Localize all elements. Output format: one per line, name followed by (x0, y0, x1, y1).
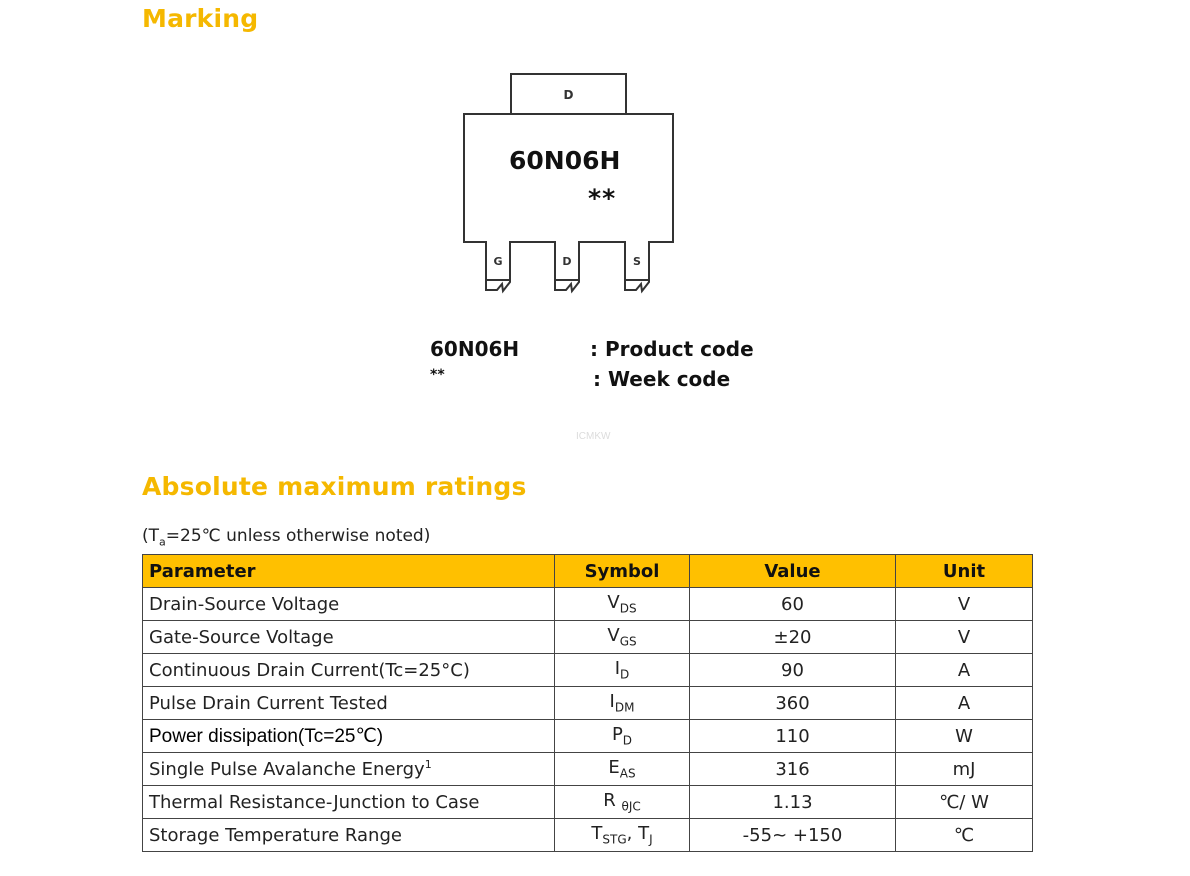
legend-product-code: 60N06H (430, 337, 520, 361)
row-parameter: Continuous Drain Current(Tc=25°C) (143, 654, 555, 687)
marking-title: Marking (142, 4, 259, 33)
table-row (143, 819, 1033, 852)
pin-gate (485, 241, 511, 281)
symbol-main: V (607, 592, 620, 614)
note-prefix: (T (142, 526, 160, 546)
parameter-text: Single Pulse Avalanche Energy (149, 759, 425, 780)
table-row (143, 753, 1033, 786)
row-parameter (143, 753, 555, 786)
pin-foot-source (622, 276, 652, 296)
header-value: Value (690, 555, 896, 588)
row-unit: mJ (896, 753, 1033, 786)
table-row (143, 654, 1033, 687)
row-unit: V (896, 588, 1033, 621)
pin-label-source: S (633, 255, 641, 268)
table-row (143, 786, 1033, 819)
tab-label: D (563, 88, 574, 102)
row-symbol (555, 654, 690, 687)
pin-label-drain: D (562, 255, 572, 268)
row-symbol (555, 687, 690, 720)
note-suffix: =25℃ unless otherwise noted) (165, 526, 431, 546)
symbol-main-2: , T (626, 823, 650, 845)
row-symbol (555, 621, 690, 654)
symbol-main: V (607, 625, 620, 647)
table-row (143, 621, 1033, 654)
header-unit: Unit (896, 555, 1033, 588)
header-symbol: Symbol (555, 555, 690, 588)
symbol-main: R (603, 790, 622, 812)
pin-drain (554, 241, 580, 281)
row-parameter: Power dissipation(Tc=25℃) (143, 720, 555, 753)
symbol-subscript: STG (602, 832, 627, 847)
package-week-code: ** (588, 184, 617, 213)
row-unit: A (896, 687, 1033, 720)
row-unit: ℃ (896, 819, 1033, 852)
row-unit: W (896, 720, 1033, 753)
row-symbol (555, 588, 690, 621)
row-value: ±20 (690, 621, 896, 654)
symbol-main: I (609, 691, 615, 713)
pin-foot-gate (483, 276, 513, 296)
symbol-subscript: DM (614, 700, 635, 715)
symbol-subscript: D (620, 667, 630, 682)
ratings-table (142, 554, 1033, 852)
package-tab (510, 73, 627, 115)
symbol-subscript: GS (619, 634, 637, 649)
row-parameter: Drain-Source Voltage (143, 588, 555, 621)
package-body (463, 113, 674, 243)
pin-label-gate: G (493, 255, 503, 268)
symbol-main: E (608, 757, 620, 779)
row-value: -55~ +150 (690, 819, 896, 852)
row-unit: ℃/ W (896, 786, 1033, 819)
row-parameter: Gate-Source Voltage (143, 621, 555, 654)
ratings-title: Absolute maximum ratings (142, 472, 527, 501)
row-value: 60 (690, 588, 896, 621)
symbol-main: T (591, 823, 603, 845)
row-value: 110 (690, 720, 896, 753)
row-symbol (555, 786, 690, 819)
header-parameter: Parameter (143, 555, 555, 588)
row-symbol (555, 819, 690, 852)
row-parameter: Pulse Drain Current Tested (143, 687, 555, 720)
symbol-subscript: AS (619, 766, 636, 781)
row-parameter: Storage Temperature Range (143, 819, 555, 852)
pin-foot-drain (552, 276, 582, 296)
row-unit: V (896, 621, 1033, 654)
watermark: ICMKW (576, 431, 611, 442)
symbol-subscript: D (622, 733, 633, 748)
symbol-subscript: θJC (621, 799, 641, 814)
symbol-subscript: DS (619, 601, 637, 616)
symbol-subscript-2: J (649, 832, 653, 847)
footnote-marker: 1 (424, 758, 432, 771)
row-symbol (555, 720, 690, 753)
row-value: 90 (690, 654, 896, 687)
table-header-row (143, 555, 1033, 588)
table-row (143, 720, 1033, 753)
symbol-main: I (614, 658, 621, 680)
row-parameter: Thermal Resistance-Junction to Case (143, 786, 555, 819)
row-value: 316 (690, 753, 896, 786)
table-row (143, 588, 1033, 621)
row-value: 1.13 (690, 786, 896, 819)
note-subscript: a (159, 535, 166, 549)
legend-week-code: ** (430, 367, 445, 383)
pin-source (624, 241, 650, 281)
ratings-note (142, 526, 430, 548)
package-product-code: 60N06H (509, 146, 621, 175)
table-row (143, 687, 1033, 720)
row-value: 360 (690, 687, 896, 720)
row-unit: A (896, 654, 1033, 687)
row-symbol (555, 753, 690, 786)
legend-week-description: : Week code (593, 367, 731, 391)
symbol-main: P (611, 724, 623, 746)
legend-product-description: : Product code (590, 337, 754, 361)
